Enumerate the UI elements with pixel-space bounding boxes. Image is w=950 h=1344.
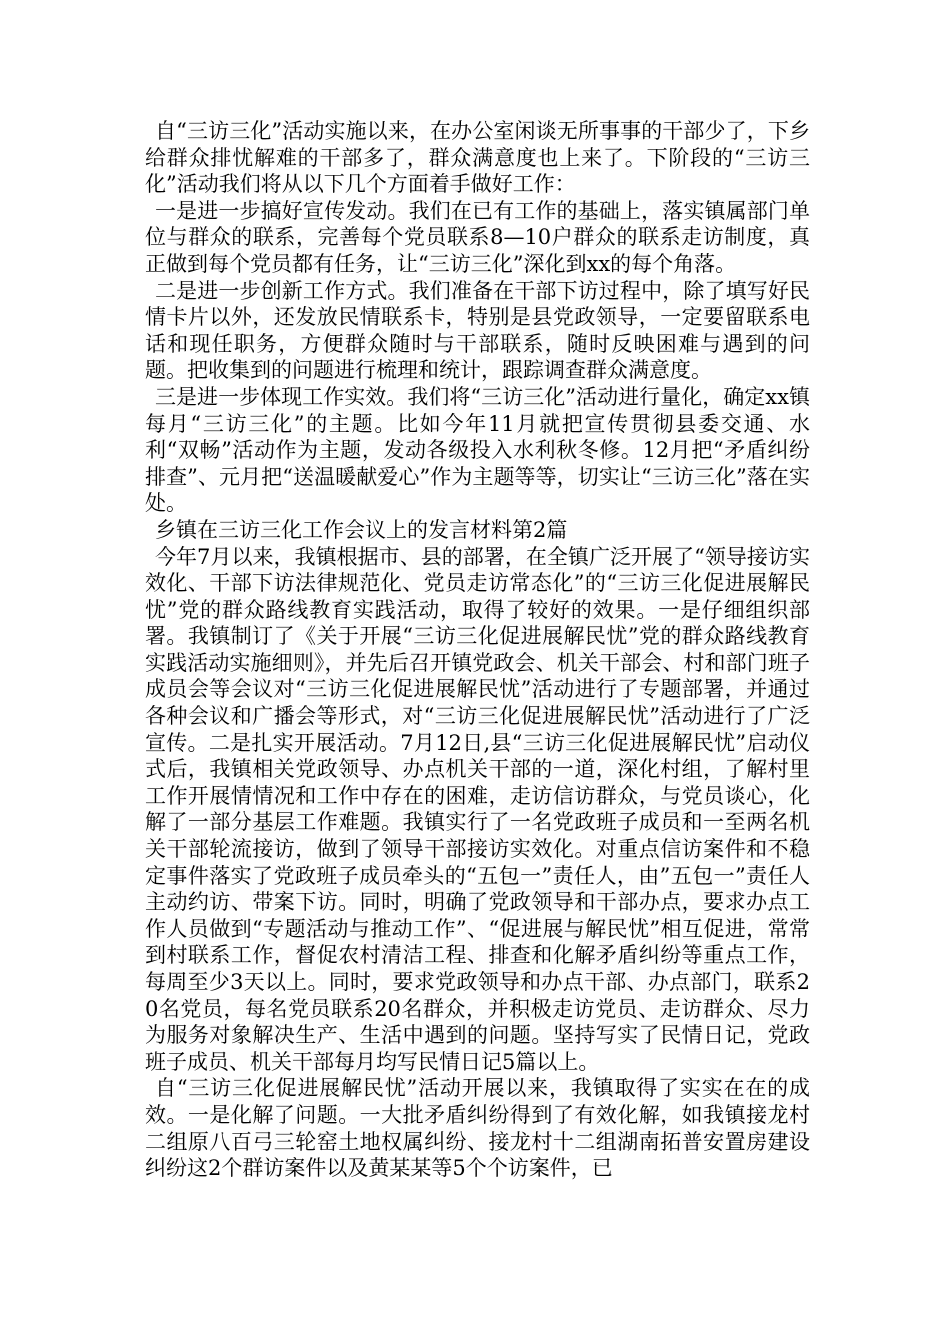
- paragraph-point-two: 二是进一步创新工作方式。我们准备在干部下访过程中，除了填写好民情卡片以外，还发放民情联系卡，特别是县党政领导，一定要留联系电话和现任职务，方便群众随时与干部联系，随时反映困难与遇到的问题。把收集到的问题进行梳理和统计，跟踪调查群众满意度。: [145, 278, 810, 383]
- paragraph-section2-body: 今年7月以来，我镇根据市、县的部署，在全镇广泛开展了“领导接访实效化、干部下访法律规范化、党员走访常态化”的“三访三化促进展解民忧”党的群众路线教育实践活动，取得了较好的效果。一是仔细组织部署。我镇制订了《关于开展“三访三化促进展解民忧”党的群众路线教育实践活动实施细则》，并先后召开镇党政会、机关干部会、村和部门班子成员会等会议对“三访三化促进展解民忧”活动进行了专题部署，并通过各种会议和广播会等形式，对“三访三化促进展解民忧”活动进行了广泛宣传。二是扎实开展活动。7月12日,县“三访三化促进展解民忧”启动仪式后，我镇相关党政领导、办点机关干部的一道，深化村组，了解村里工作开展情情况和工作中存在的困难，走访信访群众，与党员谈心，化解了一部分基层工作难题。我镇实行了一名党政班子成员和一至两名机关干部轮流接访，做到了领导干部接访实效化。对重点信访案件和不稳定事件落实了党政班子成员牵头的“五包一”责任人，由”五包一”责任人主动约访、带案下访。同时，明确了党政领导和干部办点，要求办点工作人员做到“专题活动与推动工作”、“促进展与解民忧”相互促进，常常到村联系工作，督促农村清洁工程、排查和化解矛盾纠纷等重点工作，每周至少3天以上。同时，要求党政领导和办点干部、办点部门，联系20名党员，每名党员联系20名群众，并积极走访党员、走访群众、尽力为服务对象解决生产、生活中遇到的问题。坚持写实了民情日记，党政班子成员、机关干部每月均写民情日记5篇以上。: [145, 544, 810, 1074]
- paragraph-section2-results: 自“三访三化促进展解民忧”活动开展以来，我镇取得了实实在在的成效。一是化解了问题。一大批矛盾纠纷得到了有效化解，如我镇接龙村二组原八百弓三轮窑土地权属纠纷、接龙村十二组湖南拓普安置房建设纠纷这2个群访案件以及黄某某等5个个访案件，已: [145, 1076, 810, 1181]
- paragraph-intro: 自“三访三化”活动实施以来，在办公室闲谈无所事事的干部少了，下乡给群众排忧解难的干部多了，群众满意度也上来了。下阶段的“三访三化”活动我们将从以下几个方面着手做好工作：: [145, 119, 810, 197]
- paragraph-point-three: 三是进一步体现工作实效。我们将“三访三化”活动进行量化，确定xx镇每月“三访三化”的主题。比如今年11月就把宣传贯彻县委交通、水利“双畅”活动作为主题，发动各级投入水利秋冬修。12月把“矛盾纠纷排查”、元月把“送温暖献爱心”作为主题等等，切实让“三访三化”落在实处。: [145, 384, 810, 516]
- document-page: [145, 118, 810, 1182]
- section-heading: 乡镇在三访三化工作会议上的发言材料第2篇: [155, 517, 568, 542]
- paragraph-point-one: 一是进一步搞好宣传发动。我们在已有工作的基础上，落实镇属部门单位与群众的联系，完善每个党员联系8—10户群众的联系走访制度，真正做到每个党员都有任务，让“三访三化”深化到xx的每个角落。: [145, 198, 810, 276]
